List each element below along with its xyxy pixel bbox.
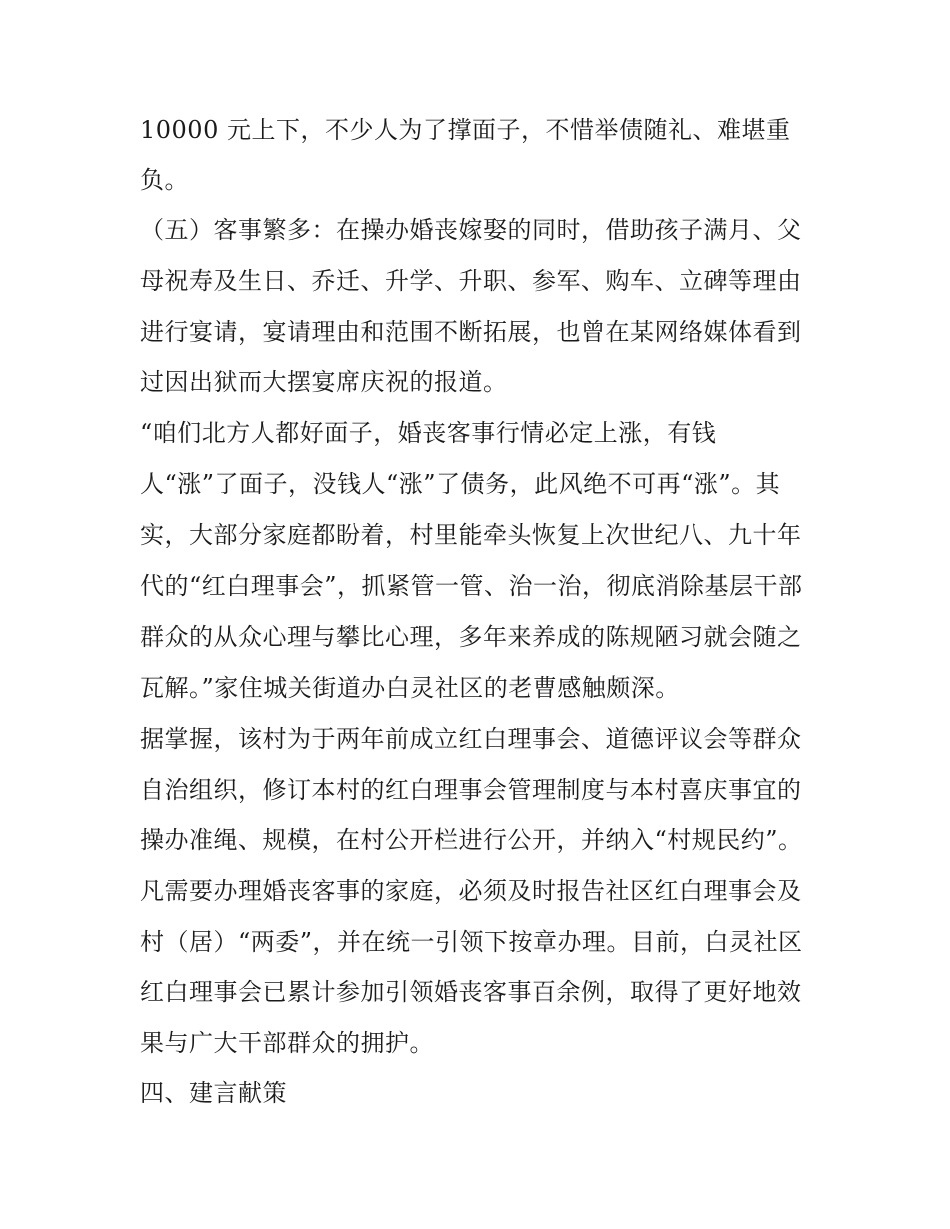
quote-line: 瓦解。”家住城关街道办白灵社区的老曹感触颇深。 [140, 674, 680, 702]
section-heading-four: 四、建言献策 [140, 1079, 287, 1107]
text-line: 果与广大干部群众的拥护。 [140, 1029, 434, 1057]
text-line: 10000 元上下，不少人为了撑面子，不惜举债随礼、难堪重 [140, 116, 791, 144]
section-heading-five: （五）客事繁多：在操办婚丧嫁娶的同时，借助孩子满月、父 [140, 216, 802, 244]
text-line: 母祝寿及生日、乔迁、升学、升职、参军、购车、立碑等理由 [140, 267, 802, 295]
text-line: 进行宴请，宴请理由和范围不断拓展，也曾在某网络媒体看到 [140, 318, 802, 346]
text-line: 操办准绳、规模，在村公开栏进行公开，并纳入“村规民约”。 [140, 826, 803, 854]
text-line: 凡需要办理婚丧客事的家庭，必须及时报告社区红白理事会及 [140, 877, 802, 905]
text-line: 据掌握，该村为于两年前成立红白理事会、道德评议会等群众 [140, 725, 802, 753]
quote-line: 实，大部分家庭都盼着，村里能牵头恢复上次世纪八、九十年 [140, 521, 802, 549]
quote-line: 人“涨”了面子，没钱人“涨”了债务，此风绝不可再“涨”。其 [140, 470, 781, 498]
text-line: 负。 [140, 166, 189, 194]
text-line: 过因出狱而大摆宴席庆祝的报道。 [140, 368, 508, 396]
text-line: 村（居）“两委”，并在统一引领下按章办理。目前，白灵社区 [140, 928, 803, 956]
text-line: 红白理事会已累计参加引领婚丧客事百余例，取得了更好地效 [140, 978, 802, 1006]
text-line: 自治组织，修订本村的红白理事会管理制度与本村喜庆事宜的 [140, 776, 802, 804]
quote-line: 代的“红白理事会”，抓紧管一管、治一治，彻底消除基层干部 [140, 572, 803, 600]
quote-line: 群众的从众心理与攀比心理，多年来养成的陈规陋习就会随之 [140, 623, 802, 651]
quote-line: “咱们北方人都好面子，婚丧客事行情必定上涨，有钱 [140, 419, 717, 447]
